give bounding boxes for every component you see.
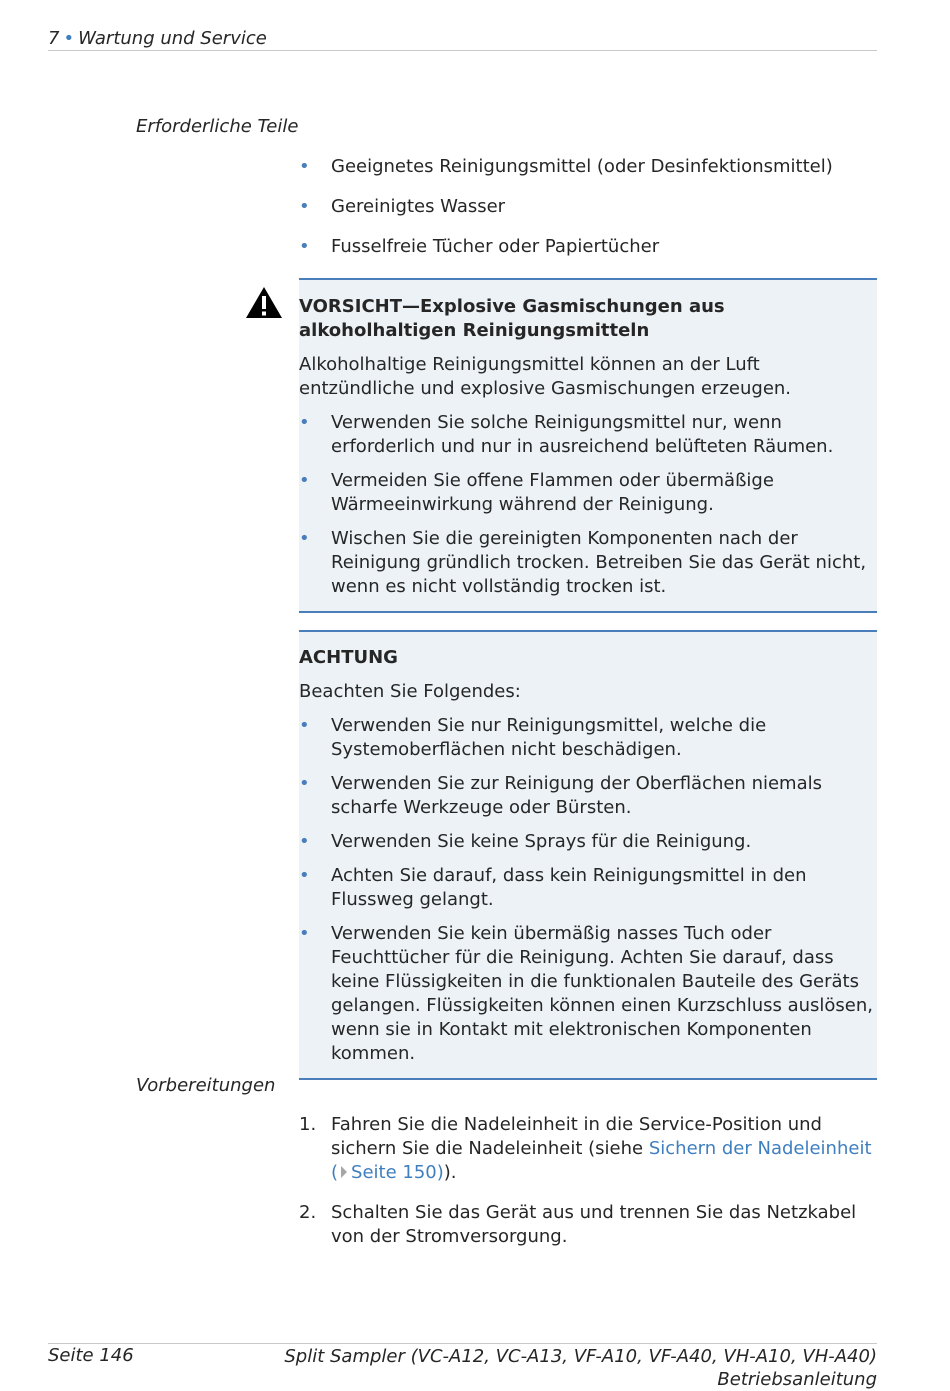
list-item: • Vermeiden Sie offene Flammen oder übermäßige Wärmeeinwirkung während der Reinigung. bbox=[299, 470, 774, 515]
list-item: • Gereinigtes Wasser bbox=[299, 196, 506, 217]
bullet-icon: • bbox=[299, 715, 310, 736]
bullet-icon: • bbox=[299, 865, 310, 886]
list-item: • Wischen Sie die gereinigten Komponenten nach der Reinigung gründlich trocken. Betreiben Sie das Gerät nicht, wenn es nicht vollständig trocken ist. bbox=[299, 528, 867, 597]
bullet-icon: • bbox=[299, 773, 310, 794]
running-header bbox=[48, 28, 877, 51]
bullet-icon: • bbox=[299, 412, 310, 433]
bullet-icon: • bbox=[299, 236, 310, 257]
list-item: • Verwenden Sie keine Sprays für die Reinigung. bbox=[299, 831, 752, 852]
step-2: 2. Schalten Sie das Gerät aus und trennen Sie das Netzkabel von der Stromversorgung. bbox=[299, 1202, 857, 1247]
chapter-title: Wartung und Service bbox=[78, 28, 267, 49]
notice-title: ACHTUNG bbox=[299, 647, 398, 668]
list-item: • Verwenden Sie zur Reinigung der Oberflächen niemals scharfe Werkzeuge oder Bürsten. bbox=[299, 773, 822, 818]
product-name: Split Sampler (VC-A12, VC-A13, VF-A10, VF-A40, VH-A10, VH-A40) bbox=[284, 1346, 877, 1367]
bullet-icon: • bbox=[299, 831, 310, 852]
list-item: • Fusselfreie Tücher oder Papiertücher bbox=[299, 236, 660, 257]
cross-reference-link[interactable]: Sichern der Nadeleinheit ( Seite 150) bbox=[331, 1138, 872, 1183]
list-item: • Verwenden Sie solche Reinigungsmittel nur, wenn erforderlich und nur in ausreichend belüfteten Räumen. bbox=[299, 412, 834, 457]
step-1: 1. Fahren Sie die Nadeleinheit in die Service-Position und sichern Sie die Nadeleinheit (siehe Sichern der Nadeleinheit ( Seite 150)). bbox=[299, 1114, 872, 1183]
chapter-number: 7 bbox=[48, 28, 60, 49]
required-parts-list bbox=[299, 155, 877, 275]
list-item: • Verwenden Sie kein übermäßig nasses Tuch oder Feuchttücher für die Reinigung. Achten Sie darauf, dass keine Flüssigkeiten in die funktionalen Bauteile des Geräts gelangen. Flüssigkeiten können einen Kurzschluss auslösen, wenn sie in Kontakt mit elektronischen Komponenten kommen. bbox=[299, 923, 874, 1064]
notice-callout bbox=[299, 630, 877, 1080]
step-number: 1. bbox=[299, 1114, 317, 1135]
warning-triangle-icon bbox=[245, 286, 283, 319]
preparation-steps bbox=[299, 1113, 877, 1265]
caution-callout bbox=[299, 278, 877, 613]
bullet-icon: • bbox=[299, 156, 310, 177]
bullet-icon: • bbox=[299, 470, 310, 491]
list-item: • Verwenden Sie nur Reinigungsmittel, welche die Systemoberflächen nicht beschädigen. bbox=[299, 715, 767, 760]
caution-list bbox=[299, 411, 877, 599]
bullet-icon: • bbox=[299, 923, 310, 944]
section-label-required-parts: Erforderliche Teile bbox=[136, 116, 299, 137]
notice-list bbox=[299, 714, 877, 1066]
list-item: • Geeignetes Reinigungsmittel (oder Desinfektionsmittel) bbox=[299, 156, 833, 177]
document-type: Betriebsanleitung bbox=[717, 1369, 877, 1390]
bullet-icon: • bbox=[299, 196, 310, 217]
bullet-icon: • bbox=[299, 528, 310, 549]
footer-divider bbox=[48, 1343, 877, 1344]
page-number: Seite 146 bbox=[48, 1345, 134, 1366]
caution-body: Alkoholhaltige Reinigungsmittel können an der Luft entzündliche und explosive Gasmischungen erzeugen. bbox=[299, 354, 792, 399]
list-item: • Achten Sie darauf, dass kein Reinigungsmittel in den Flussweg gelangt. bbox=[299, 865, 807, 910]
header-separator-dot: • bbox=[63, 28, 75, 49]
page-reference-arrow-icon bbox=[341, 1166, 347, 1178]
footer-document-info bbox=[284, 1345, 877, 1391]
section-label-preparations: Vorbereitungen bbox=[136, 1075, 276, 1096]
notice-body: Beachten Sie Folgendes: bbox=[299, 681, 521, 702]
step-number: 2. bbox=[299, 1202, 317, 1223]
caution-title: VORSICHT—Explosive Gasmischungen aus alkoholhaltigen Reinigungsmitteln bbox=[299, 296, 725, 341]
